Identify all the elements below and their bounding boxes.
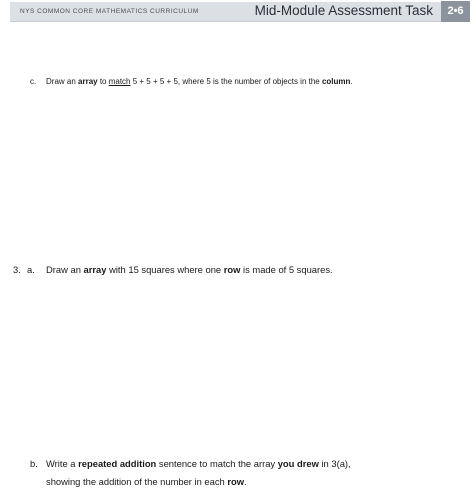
question-3b-line2-text-1: showing the addition of the number in each: [46, 476, 228, 487]
question-3b-text-2: sentence to match the array: [156, 458, 278, 469]
module-tag: 2•6: [441, 1, 470, 22]
question-3b-line2-bold-row: row: [227, 476, 245, 487]
question-3b-bold-repeated-addition: repeated addition: [78, 458, 157, 469]
question-c-text-4: .: [350, 77, 353, 86]
question-3-number: 3.: [13, 264, 21, 275]
question-c-label: c.: [30, 77, 37, 86]
question-3b: [30, 458, 351, 469]
question-3b-line-2: [46, 476, 247, 487]
assessment-title: Mid-Module Assessment Task: [254, 3, 433, 18]
question-c-bold-column: column: [321, 77, 351, 86]
question-c-text-1: Draw an: [46, 77, 79, 86]
question-3a-text-3: is made of 5 squares.: [240, 264, 333, 275]
question-3a-label: a.: [27, 264, 35, 275]
question-3b-text-1: Write a: [46, 458, 79, 469]
page-header: [10, 2, 468, 22]
question-c: [30, 77, 353, 86]
question-3b-line2-text-2: .: [244, 476, 247, 487]
question-3a-bold-array: array: [83, 264, 107, 275]
question-c-text-3: 5 + 5 + 5 + 5, where 5 is the number of objects in the: [130, 77, 322, 86]
question-3a-bold-row: row: [223, 264, 241, 275]
question-3a: [13, 264, 333, 275]
question-3a-text-2: with 15 squares where one: [106, 264, 224, 275]
question-3b-bold-you-drew: you drew: [277, 458, 319, 469]
question-c-bold-array: array: [78, 77, 98, 86]
question-3b-text-3: in 3(a),: [318, 458, 351, 469]
curriculum-label: NYS COMMON CORE MATHEMATICS CURRICULUM: [20, 8, 199, 15]
question-c-text-2: to: [97, 77, 109, 86]
question-3a-text-1: Draw an: [46, 264, 84, 275]
question-3b-label: b.: [30, 458, 38, 469]
question-c-underline-match: match: [108, 77, 131, 86]
